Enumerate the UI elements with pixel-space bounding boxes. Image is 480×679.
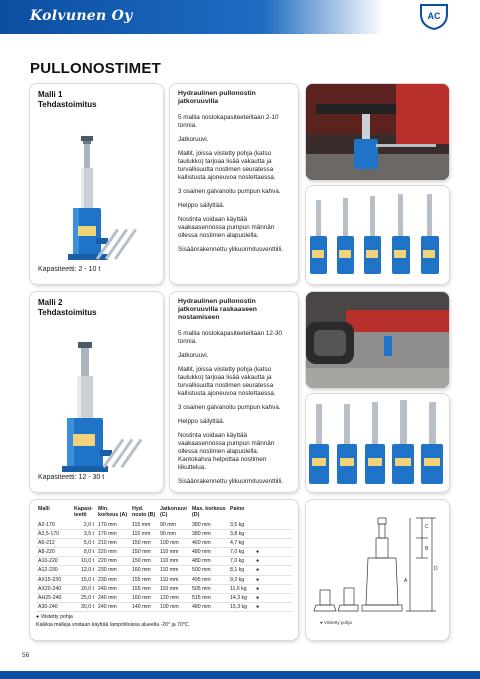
table-row <box>36 521 292 530</box>
table-cell: 110 mm <box>158 566 190 575</box>
table-cell: 160 mm <box>130 566 158 575</box>
table-cell: 480 mm <box>190 548 228 557</box>
table-cell: ● <box>254 566 292 575</box>
page-title: PULLONOSTIMET <box>30 60 161 77</box>
table-cell: ● <box>254 575 292 584</box>
table-cell: 170 mm <box>96 530 130 539</box>
svg-text:AC: AC <box>427 11 441 21</box>
table-cell: AH25-240 <box>36 593 72 602</box>
table-cell: 480 mm <box>190 602 228 611</box>
table-cell: 240 mm <box>96 593 130 602</box>
table-row <box>36 557 292 566</box>
table-cell: 7,0 kg <box>228 557 254 566</box>
table-cell: 115 mm <box>130 521 158 530</box>
table-cell: 220 mm <box>96 548 130 557</box>
table-cell: 110 mm <box>158 575 190 584</box>
model1-desc-heading: Hydraulinen pullonostin jatkoruuvilla <box>178 90 256 105</box>
table-cell: 150 mm <box>130 539 158 548</box>
table-cell: 14,3 kg <box>228 593 254 602</box>
table-cell: 515 mm <box>190 593 228 602</box>
page-header <box>0 0 480 34</box>
table-cell: 150 mm <box>130 548 158 557</box>
table-cell: 230 mm <box>96 566 130 575</box>
table-cell: ● <box>254 548 292 557</box>
diagram-label: C <box>425 524 429 530</box>
table-header-cell: Malli <box>38 506 50 512</box>
table-cell: 9,2 kg <box>228 575 254 584</box>
diagram-legend: ● Viistetty pohja <box>320 620 352 625</box>
table-cell: A8-220 <box>36 548 72 557</box>
table-cell: 110 mm <box>158 557 190 566</box>
table-cell: ● <box>254 557 292 566</box>
model1-desc-line: 3 osainen galvanoitu pumpun kahva. <box>178 188 281 195</box>
table-cell: 30,0 t <box>72 602 96 611</box>
table-cell: 210 mm <box>96 539 130 548</box>
table-cell: 25,0 t <box>72 593 96 602</box>
model2-card <box>30 292 163 492</box>
table-cell: 15,0 t <box>72 575 96 584</box>
table-cell: 110 mm <box>158 548 190 557</box>
table-cell: 140 mm <box>130 602 158 611</box>
table-cell: 120 mm <box>158 593 190 602</box>
table-cell: 90 mm <box>158 530 190 539</box>
table-header-cell: Paino <box>230 506 245 512</box>
model1-subtitle: Tehdastoimitus <box>38 100 97 109</box>
table-cell: 2,0 t <box>72 521 96 530</box>
footer-bar <box>0 671 480 679</box>
table-row <box>36 566 292 575</box>
page-number: 56 <box>22 652 30 659</box>
jack-under-truck-photo-2 <box>306 292 449 388</box>
model2-desc-line: 3 osainen galvanoitu pumpun kahva. <box>178 404 281 411</box>
model2-capacity: Kapasiteetti: 12 - 30 t <box>38 474 105 481</box>
diagram-label: A <box>404 578 408 584</box>
model1-desc-line: Jatkoruuvi. <box>178 136 209 143</box>
brand-logo <box>30 8 133 24</box>
table-header-cell: Jatkoruuvi (C) <box>160 506 187 518</box>
model2-subtitle: Tehdastoimitus <box>38 308 97 317</box>
table-row <box>36 584 292 593</box>
five-jacks-photo-1 <box>306 186 449 284</box>
table-cell: 460 mm <box>190 539 228 548</box>
table-cell: 8,0 t <box>72 548 96 557</box>
table-legend: ● Viistetty pohja <box>36 613 73 620</box>
table-cell: 505 mm <box>190 584 228 593</box>
table-cell: 500 mm <box>190 566 228 575</box>
table-cell: A10-220 <box>36 557 72 566</box>
model2-description-card <box>170 292 298 492</box>
table-cell: AX15-230 <box>36 575 72 584</box>
table-cell: A3,5-170 <box>36 530 72 539</box>
diagram-label: B <box>425 546 429 552</box>
table-cell: 495 mm <box>190 575 228 584</box>
table-cell: 90 mm <box>158 521 190 530</box>
bottle-jack-small-image <box>30 114 163 284</box>
model2-desc-line: Helppo säilyttää. <box>178 418 225 425</box>
table-cell: A5-212 <box>36 539 72 548</box>
table-cell: 240 mm <box>96 602 130 611</box>
spec-table <box>36 506 292 612</box>
table-cell: 5,0 t <box>72 539 96 548</box>
table-cell: 240 mm <box>96 584 130 593</box>
table-cell: A30-240 <box>36 602 72 611</box>
table-header-cell: Min. korkeus (A) <box>98 506 128 518</box>
model1-desc-line: Mallit, joissa viistetty pohja (katso taulukko) tarjoaa lisää vakautta ja turvallisuutta nostimen seuratessa kallistusta ajoneuvoa nostettaessa. <box>178 150 276 181</box>
table-cell: 110 mm <box>158 584 190 593</box>
table-cell: 20,0 t <box>72 584 96 593</box>
model2-desc-line: 5 mallia nostokapasiteeteiltaan 12-30 tonnia. <box>178 330 282 345</box>
table-cell: AX20-240 <box>36 584 72 593</box>
table-cell: 7,0 kg <box>228 548 254 557</box>
jack-dimension-diagram <box>306 500 449 640</box>
model1-desc-line: Helppo säilyttää. <box>178 202 225 209</box>
model2-desc-line: Mallit, joissa viistetty pohja (katso taulukko) tarjoaa lisää vakautta ja turvallisuutta nostimen seuratessa kallistusta ajoneuvoa nostettaessa. <box>178 366 276 397</box>
table-note: Kaikkia malleja voidaan käyttää lämpötiloissa alueella -20° ja 70°C <box>36 621 189 628</box>
table-cell <box>254 539 292 548</box>
table-header-row <box>36 506 292 521</box>
table-cell: 100 mm <box>158 539 190 548</box>
table-cell: 150 mm <box>130 557 158 566</box>
table-cell: ● <box>254 584 292 593</box>
model1-title: Malli 1 <box>38 90 63 99</box>
brand-logo-text: Kolvunen Oy <box>30 8 133 24</box>
table-cell: ● <box>254 593 292 602</box>
table-cell: 115 mm <box>130 530 158 539</box>
model2-desc-line: Sisäänrakennettu ylikuormitusventtiili. <box>178 478 283 485</box>
table-row <box>36 593 292 602</box>
table-cell: 380 mm <box>190 521 228 530</box>
spec-table-card <box>30 500 298 640</box>
table-row <box>36 548 292 557</box>
model2-desc-heading: Hydraulinen pullonostin jatkoruuvilla raskaaseen nostamiseen <box>178 298 257 321</box>
dimension-diagram-card <box>306 500 449 640</box>
table-cell: 100 mm <box>158 602 190 611</box>
table-header-cell: Hyd. nosto (B) <box>132 506 156 518</box>
table-row <box>36 539 292 548</box>
table-cell: 11,6 kg <box>228 584 254 593</box>
table-cell: A12-230 <box>36 566 72 575</box>
model1-desc-line: 5 mallia nostokapasiteeteiltaan 2-10 tonnia. <box>178 114 279 129</box>
table-cell: 8,1 kg <box>228 566 254 575</box>
model1-card <box>30 84 163 284</box>
model1-desc-line: Sisäänrakennettu ylikuormitusventtiili. <box>178 246 283 253</box>
model1-description-card <box>170 84 298 284</box>
table-cell: 10,0 t <box>72 557 96 566</box>
table-cell: 12,0 t <box>72 566 96 575</box>
table-cell: ● <box>254 602 292 611</box>
table-cell: 3,8 kg <box>228 530 254 539</box>
table-cell: 4,7 kg <box>228 539 254 548</box>
model2-desc-line: Jatkoruuvi. <box>178 352 209 359</box>
table-cell: 155 mm <box>130 584 158 593</box>
model1-capacity: Kapasiteetti: 2 - 10 t <box>38 266 101 273</box>
bottle-jack-large-image <box>30 322 163 492</box>
table-cell: 155 mm <box>130 575 158 584</box>
model2-desc-line: Nostinta voidaan käyttää vaakaasennossa pumpun männän ollessa nostimen alapuolella. Kantokahva helpottaa nostimen liikuttelua. <box>178 432 275 471</box>
table-cell: 220 mm <box>96 557 130 566</box>
table-cell: 3,5 t <box>72 530 96 539</box>
ac-badge-icon <box>420 4 448 30</box>
table-cell <box>254 530 292 539</box>
table-row <box>36 602 292 611</box>
table-cell: 170 mm <box>96 521 130 530</box>
table-cell <box>254 521 292 530</box>
table-header-cell <box>254 506 292 521</box>
table-cell: 15,3 kg <box>228 602 254 611</box>
table-header-cell: Kapasi-teetti <box>74 506 94 518</box>
table-header-cell: Max. korkeus (D) <box>192 506 226 518</box>
diagram-label: D <box>434 566 438 572</box>
table-cell: 380 mm <box>190 530 228 539</box>
table-cell: 480 mm <box>190 557 228 566</box>
table-cell: 160 mm <box>130 593 158 602</box>
model2-title: Malli 2 <box>38 298 63 307</box>
jack-under-car-photo-1 <box>306 84 449 180</box>
table-row <box>36 530 292 539</box>
table-cell: 230 mm <box>96 575 130 584</box>
five-jacks-photo-2 <box>306 394 449 492</box>
table-cell: 3,5 kg <box>228 521 254 530</box>
model1-desc-line: Nostinta voidaan käyttää vaakaasennossa pumpun männän ollessa nostimen alapuolella. <box>178 216 275 239</box>
table-cell: A2-170 <box>36 521 72 530</box>
table-row <box>36 575 292 584</box>
